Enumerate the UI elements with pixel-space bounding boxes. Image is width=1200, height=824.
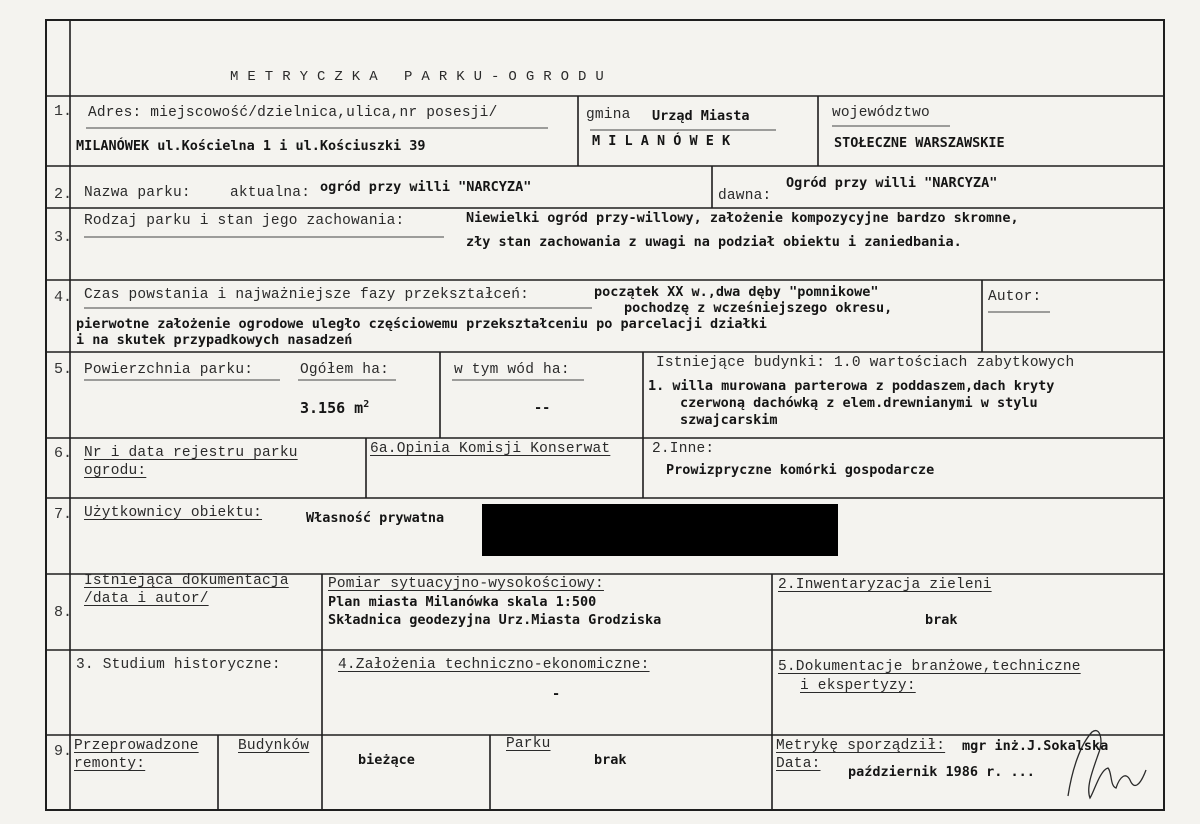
park-name-former-label: dawna:	[718, 188, 772, 204]
buildings-label: Istniejące budynki: 1.0 wartościach zabytkowych	[656, 355, 1075, 371]
history-line4: i na skutek przypadkowych nasadzeń	[76, 332, 353, 348]
park-type-line1: Niewielki ogród przy-willowy, założenie kompozycyjne bardzo skromne,	[466, 210, 1019, 226]
voivodeship-value: STOŁECZNE WARSZAWSKIE	[834, 135, 1005, 151]
area-total-label: Ogółem ha:	[300, 362, 390, 378]
area-total-number: 3.156 m	[300, 399, 364, 417]
register-label-2: ogrodu:	[84, 463, 147, 479]
history-author-label: Autor:	[988, 289, 1042, 305]
redaction-box	[482, 504, 838, 556]
water-area-label: w tym wód ha:	[454, 362, 570, 378]
gmina-value-town: M I L A N Ó W E K	[592, 133, 731, 149]
gmina-value: Urząd Miasta	[652, 108, 750, 124]
date-label: Data:	[776, 756, 821, 772]
tech-economic-value: -	[552, 686, 561, 702]
history-line1: początek XX w.,dwa dęby "pomnikowe"	[594, 284, 879, 300]
other-label: 2.Inne:	[652, 441, 715, 457]
date-value: październik 1986 r. ...	[848, 764, 1035, 780]
water-area-value: --	[534, 400, 551, 416]
survey-label: Pomiar sytuacyjno-wysokościowy:	[328, 576, 604, 592]
row-number: 4.	[54, 289, 73, 306]
prepared-by-value: mgr inż.J.Sokalska	[962, 738, 1109, 754]
address-label: Adres: miejscowość/dzielnica,ulica,nr posesji/	[88, 105, 498, 121]
row-number: 3.	[54, 229, 73, 246]
tech-economic-label: 4.Założenia techniczno-ekonomiczne:	[338, 657, 650, 673]
area-total-value	[300, 400, 369, 416]
row-number: 7.	[54, 506, 73, 523]
branch-docs-label-2: i ekspertyzy:	[800, 678, 916, 694]
greenery-inventory-label: 2.Inwentaryzacja zieleni	[778, 577, 992, 593]
survey-line2: Składnica geodezyjna Urz.Miasta Grodziska	[328, 612, 662, 628]
park-type-label: Rodzaj parku i stan jego zachowania:	[84, 213, 405, 229]
history-line3: pierwotne założenie ogrodowe uległo częściowemu przekształceniu po parcelacji działki	[76, 316, 767, 332]
history-line2: pochodzę z wcześniejszego okresu,	[624, 300, 893, 316]
survey-line1: Plan miasta Milanówka skala 1:500	[328, 594, 597, 610]
area-total-unit-exponent: 2	[363, 399, 370, 410]
row-number: 1.	[54, 103, 73, 120]
park-name-current-value: ogród przy willi "NARCYZA"	[320, 179, 532, 195]
repairs-label: Przeprowadzone	[74, 738, 199, 754]
history-label: Czas powstania i najważniejsze fazy przekształceń:	[84, 287, 530, 303]
buildings-line2: czerwoną dachówką z elem.drewnianymi w stylu	[680, 395, 1038, 411]
buildings-line1: 1. willa murowana parterowa z poddaszem,dach kryty	[648, 378, 1055, 394]
park-type-line2: zły stan zachowania z uwagi na podział obiektu i zaniedbania.	[466, 234, 962, 250]
users-value: Własność prywatna	[306, 510, 445, 526]
other-value: Prowizpryczne komórki gospodarcze	[666, 462, 935, 478]
document-title: METRYCZKA PARKU-OGRODU	[230, 69, 613, 85]
documentation-label-2: /data i autor/	[84, 591, 209, 607]
area-label: Powierzchnia parku:	[84, 362, 254, 378]
buildings-line3: szwajcarskim	[680, 412, 778, 428]
row-number: 8.	[54, 604, 73, 621]
park-repair-value: brak	[594, 752, 627, 768]
row-number: 2.	[54, 186, 73, 203]
buildings-repair-value: bieżące	[358, 752, 415, 768]
gmina-label: gmina	[586, 107, 631, 123]
conservation-opinion-label: 6a.Opinia Komisji Konserwat	[370, 441, 611, 457]
historical-study-label: 3. Studium historyczne:	[76, 657, 281, 673]
park-name-current-label: aktualna:	[230, 185, 311, 201]
branch-docs-label: 5.Dokumentacje branżowe,techniczne	[778, 659, 1081, 675]
row-number: 6.	[54, 445, 73, 462]
row-number: 5.	[54, 361, 73, 378]
park-name-former-value: Ogród przy willi "NARCYZA"	[786, 175, 998, 191]
documentation-label: Istniejąca dokumentacja	[84, 573, 289, 589]
park-repair-label: Parku	[506, 736, 551, 752]
buildings-repair-label: Budynków	[238, 738, 310, 754]
voivodeship-label: województwo	[832, 105, 930, 121]
repairs-label-2: remonty:	[74, 756, 146, 772]
prepared-by-label: Metrykę sporządził:	[776, 738, 946, 754]
address-value: MILANÓWEK ul.Kościelna 1 i ul.Kościuszki 39	[76, 138, 426, 154]
row-number: 9.	[54, 743, 73, 760]
users-label: Użytkownicy obiektu:	[84, 505, 263, 521]
register-label: Nr i data rejestru parku	[84, 445, 298, 461]
greenery-inventory-value: brak	[925, 612, 958, 628]
park-name-label: Nazwa parku:	[84, 185, 191, 201]
